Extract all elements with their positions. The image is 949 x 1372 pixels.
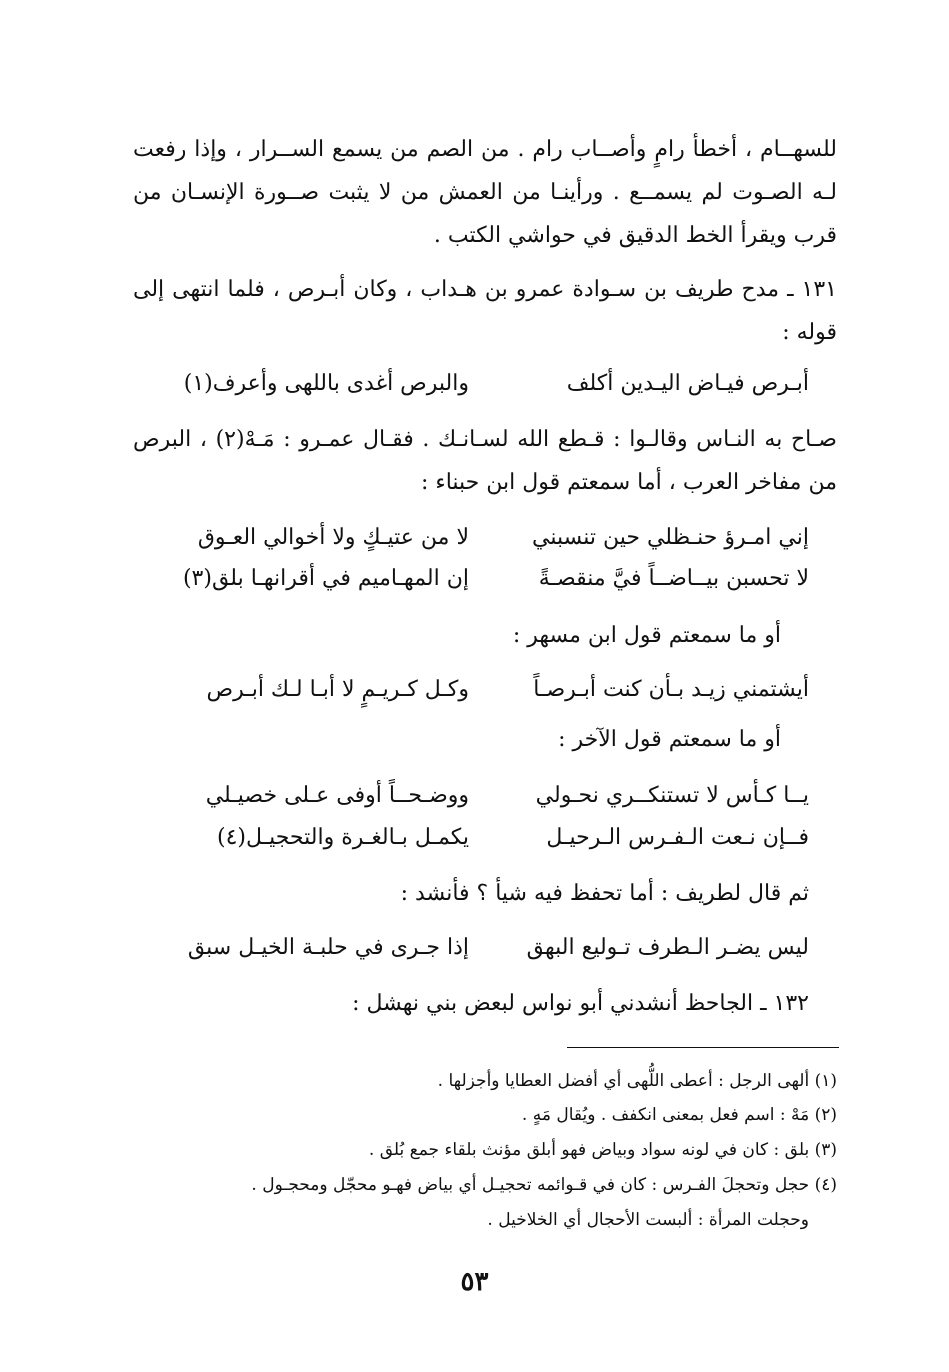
paragraph-intro: للسهــام ، أخطأ رامٍ وأصــاب رام . من الصم من يسمع الســرار ، وإذا رفعت لـه الصـوت لم يسمــع . ورأينـا من العمش من لا يثبت صــورة الإنسـان من قرب ويقرأ الخط الدقيق في حواشي الكتب . [133,137,837,248]
footnote-4-continued: وحجلت المرأة : ألبست الأحجال أي الخلاخيل . [487,1210,809,1230]
footnote-3: (٣) بلق : كان في لونه سواد وبياض فهو أبلق مؤنث بلقاء جمع بُلق . [368,1140,837,1160]
verse-line [159,559,809,599]
verse-line [159,364,809,404]
verse-second-hemistich: لا من عتيـكٍ ولا أخوالي العـوق [197,525,469,550]
verse-first-hemistich: ليس يضـر الـطرف تـوليع البهق [526,935,809,960]
verse-line [159,776,809,816]
footnote-4: (٤) حجل وتحجلَ الفـرس : كان في قـوائمه تحجيـل أي بياض فهـو محجّل ومحجـول . [251,1175,837,1195]
paragraph-response: صـاح به النـاس وقالـوا : قـطع الله لسـانـك . فقـال عمـرو : مَـهْ(٢) ، البرص من مفاخر العرب ، أما سمعتم قول ابن حبناء : [133,427,837,495]
intro-line: أو ما سمعتم قول ابن مسهر : [512,623,781,648]
footnote-separator [567,1047,839,1048]
paragraph-132: ١٣٢ ـ الجاحظ أنشدني أبو نواس لبعض بني نهشل : [352,991,809,1016]
verse-first-hemistich: أبـرص فيـاض اليـدين أكلف [566,371,809,396]
verse-line [159,518,809,558]
verse-first-hemistich: إني امـرؤ حنـظلي حين تنسبني [532,525,809,550]
verse-second-hemistich: ووضـحــاً أوفى عـلى خصيـلي [205,783,469,808]
verse-line [159,818,809,858]
verse-second-hemistich: والبرص أغدى باللهى وأعرف(١) [183,371,469,396]
verse-second-hemistich: وكـل كـريـمٍ لا أبـا لـك أبـرص [206,677,469,702]
intro-line: أو ما سمعتم قول الآخر : [558,727,781,752]
verse-first-hemistich: أيشتمني زيـد بـأن كنت أبـرصـاً [533,677,809,702]
verse-second-hemistich: إذا جـرى في حلبـة الخيـل سبق [187,935,469,960]
verse-first-hemistich: لا تحسبن بيــاضــاً فيَّ منقصـةً [538,566,809,591]
verse-second-hemistich: إن المهـاميم في أقرانهـا بلق(٣) [182,566,469,591]
verse-line [159,928,809,968]
paragraph-131: ١٣١ ـ مدح طريف بن سـوادة عمرو بن هـداب ، وكان أبـرص ، فلما انتهى إلى قوله : [133,277,837,345]
verse-line [159,670,809,710]
page-number: ٥٣ [460,1267,489,1297]
verse-second-hemistich: يكمـل بـالغـرة والتحجيـل(٤) [216,825,469,850]
intro-line: ثم قال لطريف : أما تحفظ فيه شيأ ؟ فأنشد : [400,881,809,906]
footnote-2: (٢) مَهْ : اسم فعل بمعنى انكفف . ويُقال مَهٍ . [521,1105,837,1125]
footnote-1: (١) ألهى الرجل : أعطى اللُّهى أي أفضل العطايا وأجزلها . [437,1071,837,1091]
verse-first-hemistich: فــإن نـعت الـفـرس الـرحيـل [546,825,809,850]
verse-first-hemistich: يــا كـأس لا تستنكــري نحـولي [535,783,809,808]
